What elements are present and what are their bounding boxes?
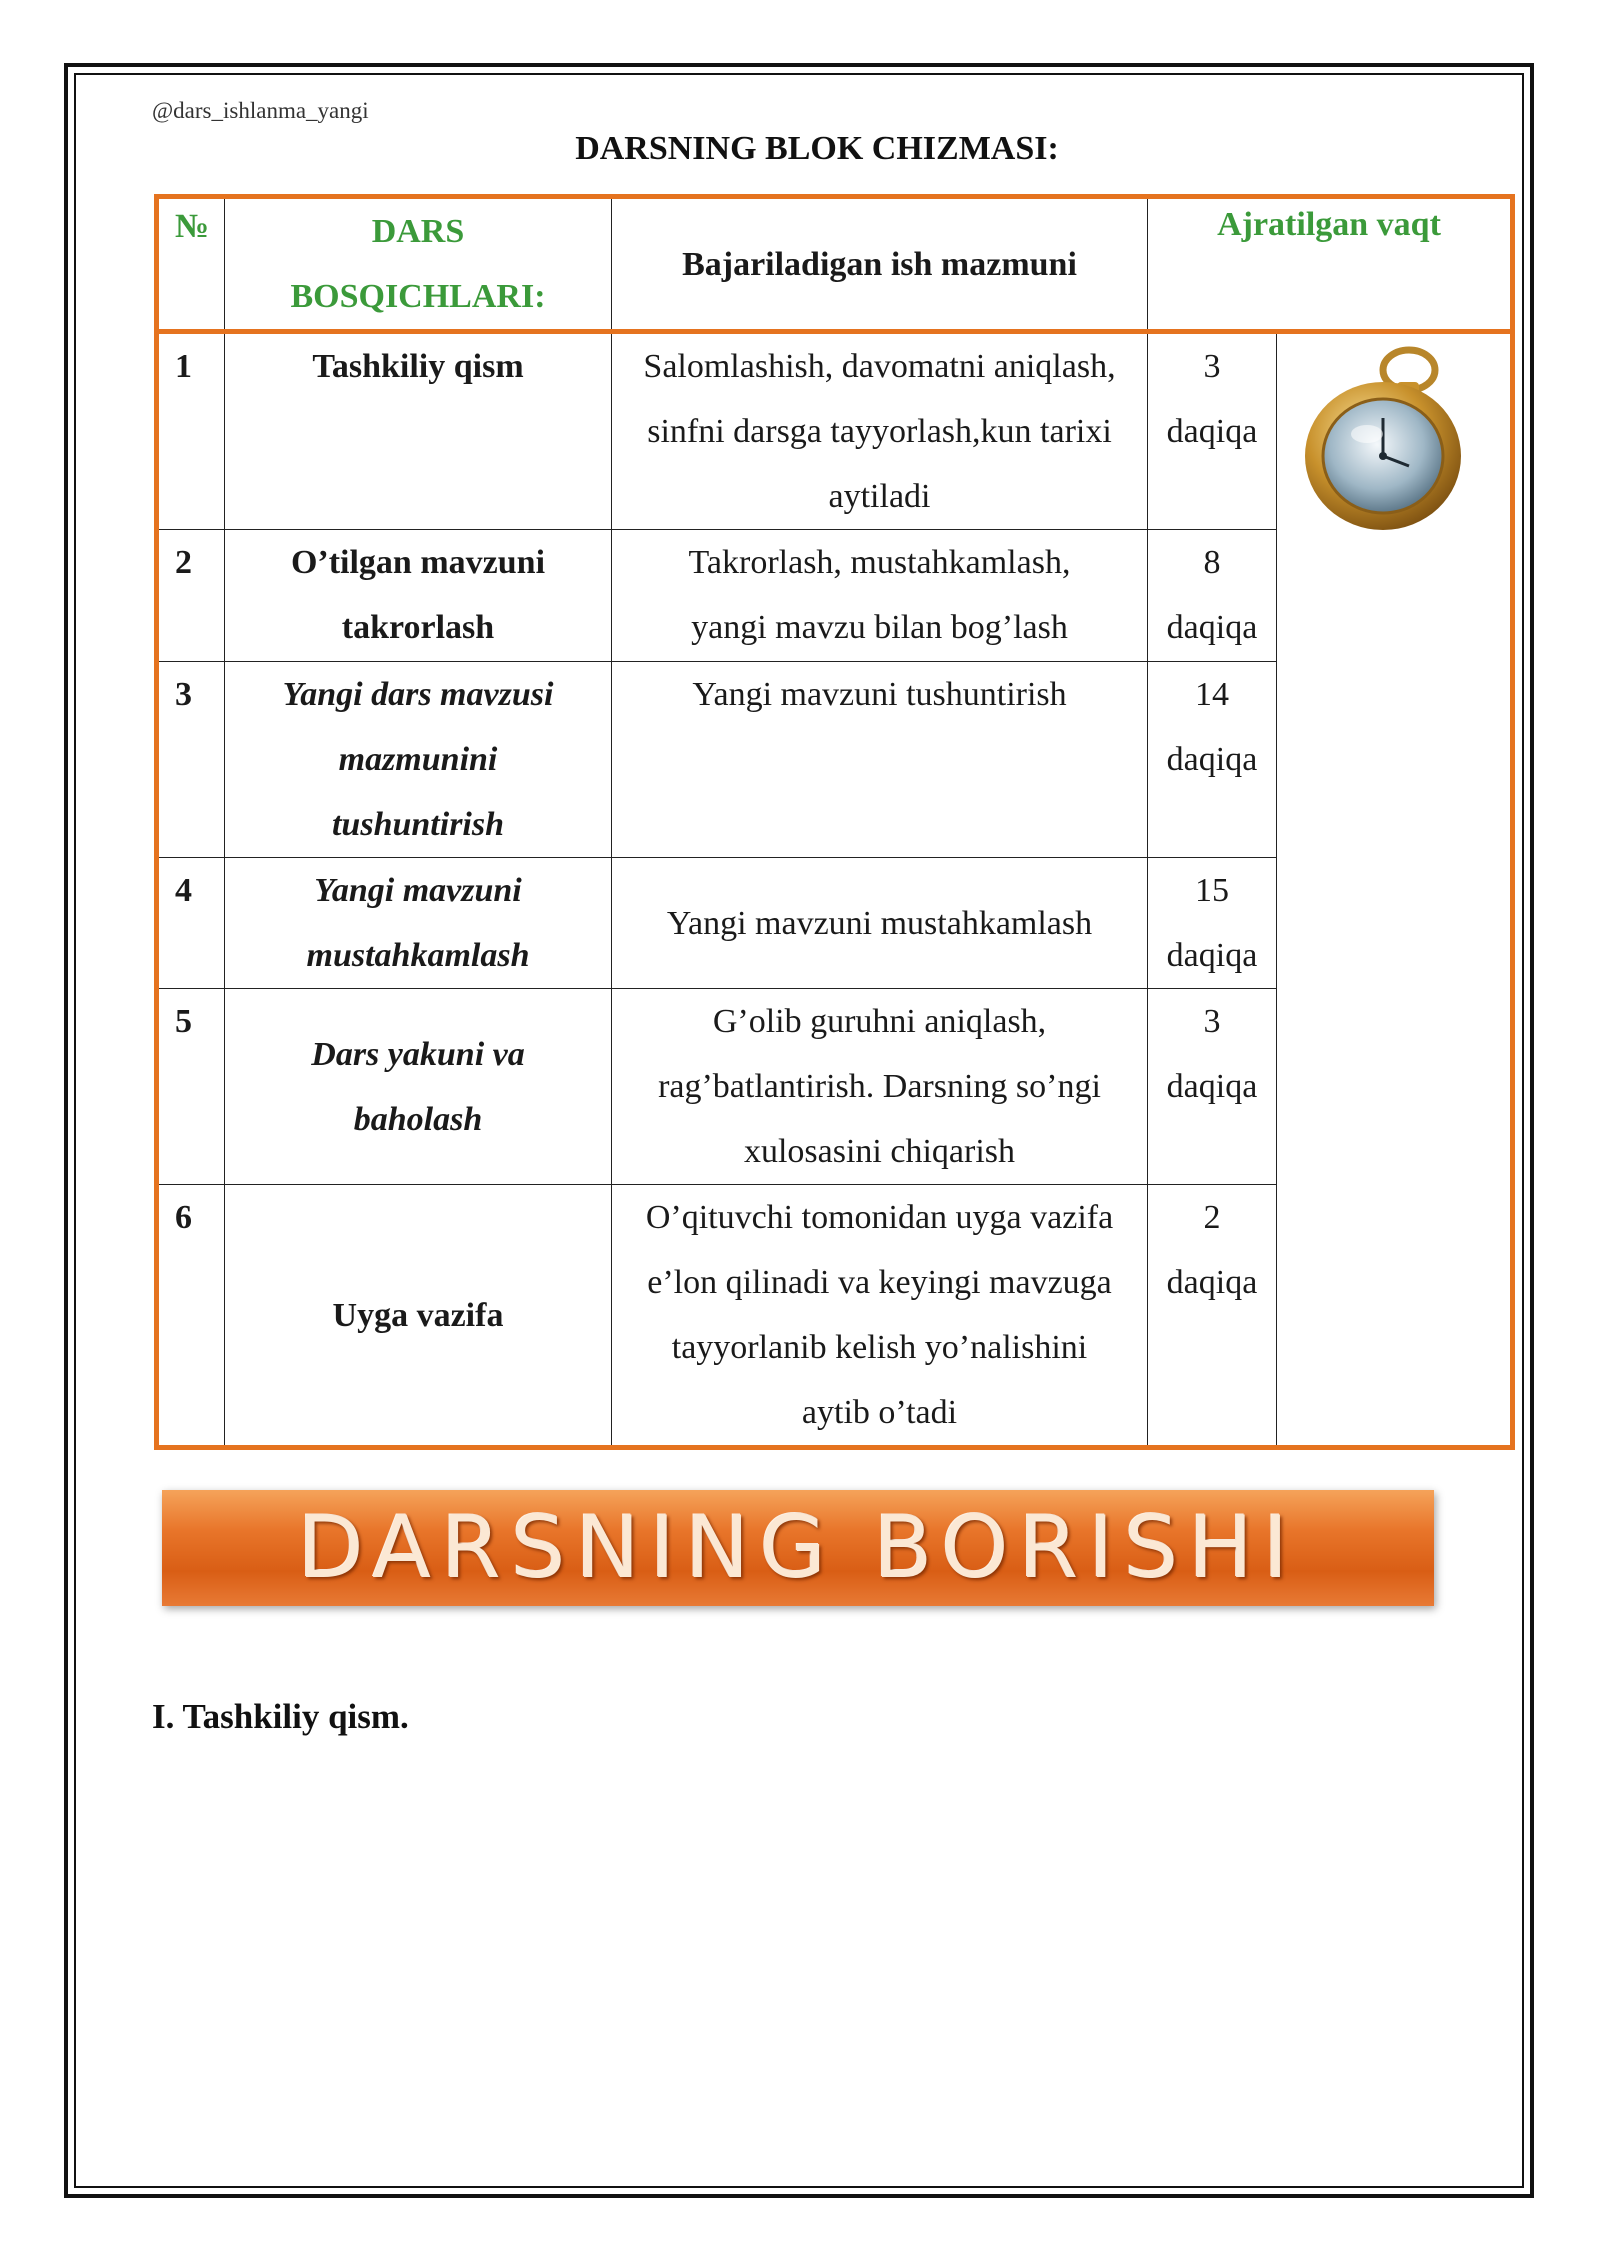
row-stage [225,662,612,858]
content-line: Yangi mavzuni tushuntirish [692,676,1067,713]
pocket-watch-icon [1297,338,1467,538]
row-number: 6 [157,1185,225,1448]
stage-line: tushuntirish [331,806,505,843]
stage-line: mazmunini [338,741,498,778]
stage-line: takrorlash [341,609,495,646]
content-line: Yangi mavzuni mustahkamlash [666,904,1093,942]
stage-line: mustahkamlash [306,937,530,974]
row-content [612,858,1148,989]
row-time [1148,989,1277,1185]
row-number: 3 [157,662,225,858]
header-time: Ajratilgan vaqt [1148,197,1513,332]
row-stage [225,989,612,1185]
content-line: sinfni darsga tayyorlash,kun tarixi [647,413,1112,450]
content-line: e’lon qilinadi va keyingi mavzuga [647,1264,1112,1301]
content-line: rag’batlantirish. Darsning so’ngi [658,1068,1101,1105]
content-line: O’qituvchi tomonidan uyga vazifa [645,1199,1114,1236]
header-stages [225,197,612,332]
lesson-plan-table [154,194,1515,1450]
time-line: daqiqa [1166,1068,1258,1105]
stage-line: Dars yakuni va [311,1035,525,1073]
time-line: daqiqa [1166,413,1258,450]
stage-line: Tashkiliy qism [312,348,524,385]
banner-lesson-progress [162,1490,1434,1606]
row-content [612,530,1148,662]
section-heading: I. Tashkiliy qism. [152,1697,409,1736]
header-content: Bajariladigan ish mazmuni [612,197,1148,332]
watermark-handle: @dars_ishlanma_yangi [152,98,369,123]
row-number: 2 [157,530,225,662]
row-time [1148,858,1277,989]
time-line: 3 [1203,348,1221,385]
table-header-row [157,197,1513,332]
time-line: 15 [1195,872,1229,909]
banner-title: DARSNING BORISHI [297,1498,1299,1598]
stage-line: Uyga vazifa [332,1296,504,1334]
header-stages-line2: BOSQICHLARI: [290,278,546,315]
header-number: № [157,197,225,332]
content-line: Salomlashish, davomatni aniqlash, [643,348,1116,385]
row-content [612,332,1148,530]
time-line: 2 [1203,1199,1221,1236]
row-stage [225,858,612,989]
time-line: 8 [1203,544,1221,581]
row-time [1148,530,1277,662]
table-row [157,332,1513,530]
content-line: yangi mavzu bilan bog’lash [691,609,1068,646]
row-time [1148,662,1277,858]
row-time [1148,1185,1277,1448]
stage-line: baholash [353,1100,483,1138]
content-line: xulosasini chiqarish [743,1133,1016,1170]
time-line: 3 [1203,1003,1221,1040]
row-time [1148,332,1277,530]
row-content [612,989,1148,1185]
clock-image-cell [1277,332,1513,1448]
row-stage [225,1185,612,1448]
stage-line: Yangi mavzuni [314,872,522,909]
content-line: tayyorlanib kelish yo’nalishini [671,1329,1088,1366]
time-line: daqiqa [1166,937,1258,974]
stage-line: O’tilgan mavzuni [290,544,546,581]
time-line: daqiqa [1166,741,1258,778]
content-line: aytiladi [828,478,931,515]
time-line: daqiqa [1166,609,1258,646]
row-number: 5 [157,989,225,1185]
time-line: 14 [1195,676,1229,713]
stage-line: Yangi dars mavzusi [282,676,554,713]
time-line: daqiqa [1166,1264,1258,1301]
content-line: G’olib guruhni aniqlash, [712,1003,1047,1040]
row-content [612,1185,1148,1448]
content-line: aytib o’tadi [801,1394,958,1431]
row-stage [225,332,612,530]
document-title: DARSNING BLOK CHIZMASI: [575,130,1059,167]
header-stages-line1: DARS [371,213,465,250]
row-content [612,662,1148,858]
row-stage [225,530,612,662]
row-number: 1 [157,332,225,530]
row-number: 4 [157,858,225,989]
content-line: Takrorlash, mustahkamlash, [688,544,1071,581]
